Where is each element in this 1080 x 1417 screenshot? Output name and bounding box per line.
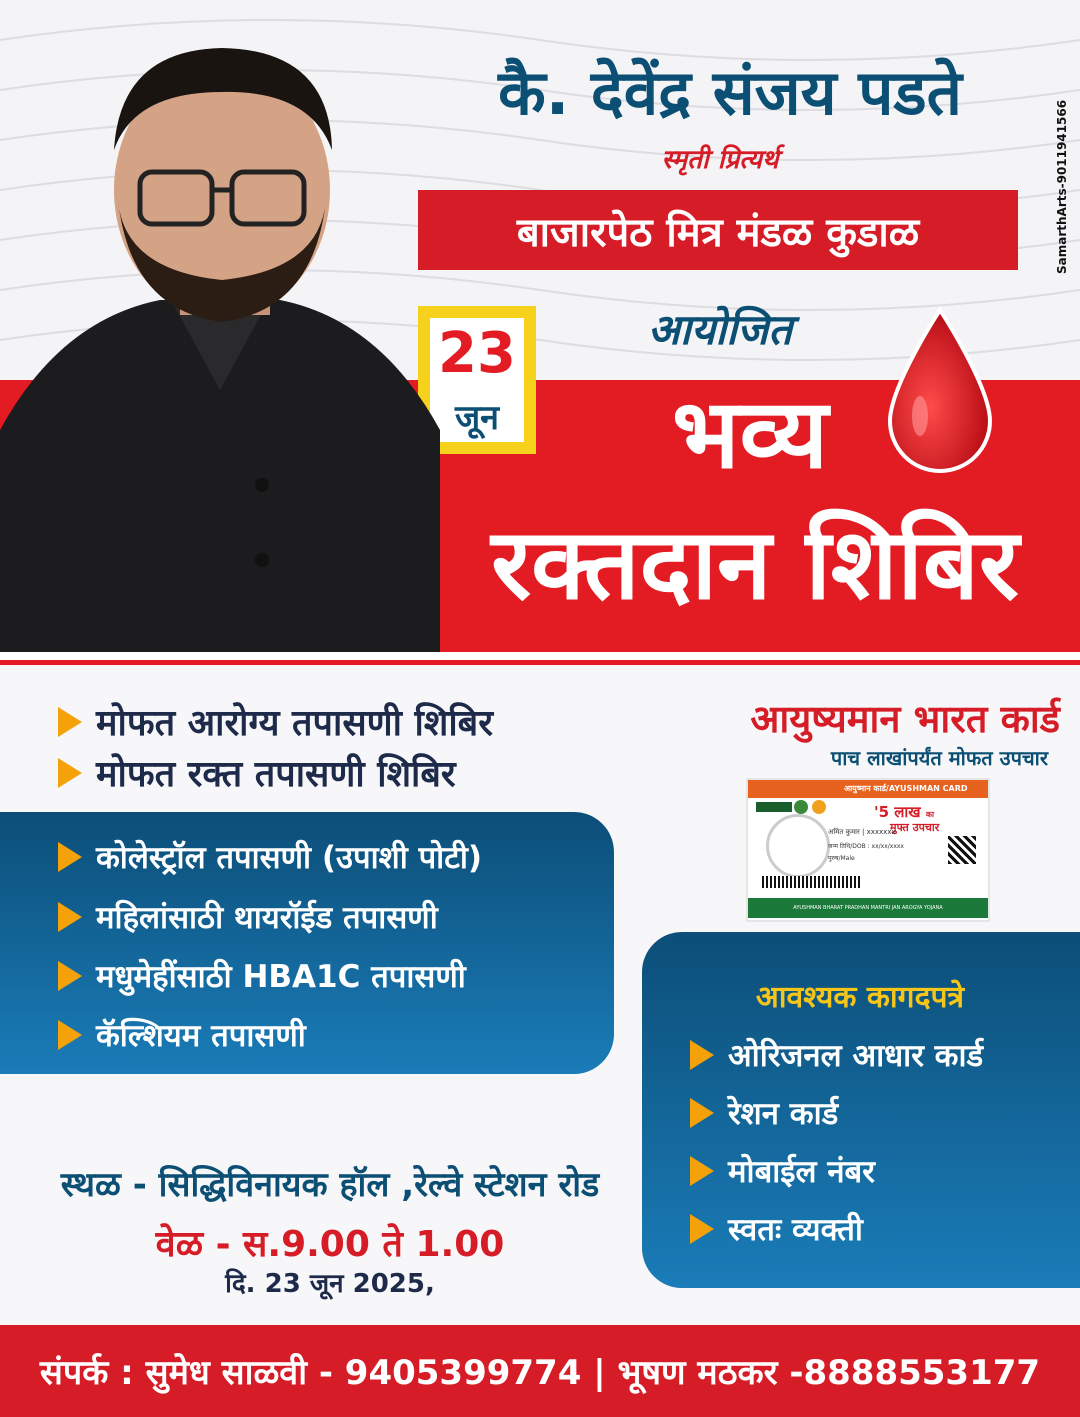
document-item	[690, 1034, 983, 1076]
free-camp-item	[58, 697, 493, 746]
document-label: स्वतः व्यक्ती	[728, 1212, 863, 1248]
document-item	[690, 1150, 875, 1192]
arrow-bullet-icon	[58, 707, 82, 737]
arrow-bullet-icon	[58, 842, 82, 872]
arrow-bullet-icon	[690, 1098, 714, 1128]
test-label: कॅल्शियम तपासणी	[96, 1018, 306, 1054]
card-top-label: आयुष्मान कार्ड/AYUSHMAN CARD	[844, 784, 968, 793]
document-item	[690, 1092, 838, 1134]
portrait-photo	[0, 30, 440, 652]
emblem-icon	[794, 800, 808, 814]
date-text: दि. 23 जून 2025,	[225, 1269, 435, 1299]
arrow-bullet-icon	[58, 1020, 82, 1050]
test-item	[58, 836, 482, 878]
date-badge-inner	[430, 318, 524, 442]
date-day: 23	[438, 321, 516, 386]
test-label: महिलांसाठी थायरॉईड तपासणी	[96, 900, 438, 936]
test-label: कोलेस्ट्रॉल तपासणी (उपाशी पोटी)	[96, 840, 483, 876]
venue-text: स्थळ - सिद्धिविनायक हॉल ,रेल्वे स्टेशन रोड	[60, 1165, 600, 1205]
test-item	[58, 1014, 306, 1056]
organized-label: आयोजित	[647, 305, 793, 354]
arrow-bullet-icon	[58, 758, 82, 788]
free-camp-label: मोफत आरोग्य तपासणी शिबिर	[96, 703, 493, 744]
date-month: जून	[454, 398, 500, 438]
barcode-icon	[762, 876, 862, 888]
card-dob: जन्म तिथि/DOB : xx/xx/xxxx	[828, 843, 904, 850]
arrow-bullet-icon	[58, 902, 82, 932]
time-text: वेळ - स.9.00 ते 1.00	[155, 1224, 505, 1265]
card-footer: AYUSHMAN BHARAT PRADHAN MANTRI JAN AROGYA YOJANA	[748, 898, 988, 918]
ayushman-title: आयुष्यमान भारत कार्ड	[750, 697, 1060, 741]
ayushman-card-image	[746, 778, 990, 922]
memorial-subtitle: स्मृती प्रित्यर्थ	[661, 145, 779, 175]
document-label: मोबाईल नंबर	[728, 1154, 875, 1190]
blood-drop-icon	[880, 306, 1000, 476]
card-benefit: मुफ्त उपचार	[890, 821, 940, 834]
free-camp-item	[58, 748, 456, 797]
test-label: मधुमेहींसाठी HBA1C तपासणी	[96, 959, 466, 995]
headline-line1: भव्य	[672, 378, 828, 490]
arrow-bullet-icon	[58, 961, 82, 991]
card-name: अमित कुमार | xxxxxxx	[828, 828, 896, 836]
card-amount: '5 लाख का	[874, 803, 935, 821]
photo-placeholder	[766, 814, 830, 878]
emblem-icon	[812, 800, 826, 814]
document-label: रेशन कार्ड	[728, 1096, 839, 1132]
arrow-bullet-icon	[690, 1156, 714, 1186]
arrow-bullet-icon	[690, 1040, 714, 1070]
document-label: ओरिजनल आधार कार्ड	[728, 1038, 984, 1074]
ayushman-subtitle: पाच लाखांपर्यंत मोफत उपचार	[830, 746, 1048, 770]
organizer-banner: बाजारपेठ मित्र मंडळ कुडाळ	[418, 190, 1018, 270]
free-camp-label: मोफत रक्त तपासणी शिबिर	[96, 754, 456, 795]
watermark-label: SamarthArts-9011941566	[1055, 99, 1069, 274]
test-item	[58, 955, 466, 997]
watermark-text	[1048, 96, 1074, 276]
headline-line2: रक्तदान शिबिर	[491, 508, 1019, 622]
test-item	[58, 896, 438, 938]
memorial-name: कै. देवेंद्र संजय पडते	[498, 56, 962, 129]
card-logo	[756, 802, 792, 812]
document-item	[690, 1208, 863, 1250]
documents-title: आवश्यक कागदपत्रे	[755, 980, 965, 1015]
card-gender: पुरुष/Male	[828, 855, 855, 862]
qr-code-icon	[948, 836, 976, 864]
contact-footer: संपर्क : सुमेध साळवी - 9405399774 | भूषण मठकर -8888553177	[0, 1325, 1080, 1417]
arrow-bullet-icon	[690, 1214, 714, 1244]
